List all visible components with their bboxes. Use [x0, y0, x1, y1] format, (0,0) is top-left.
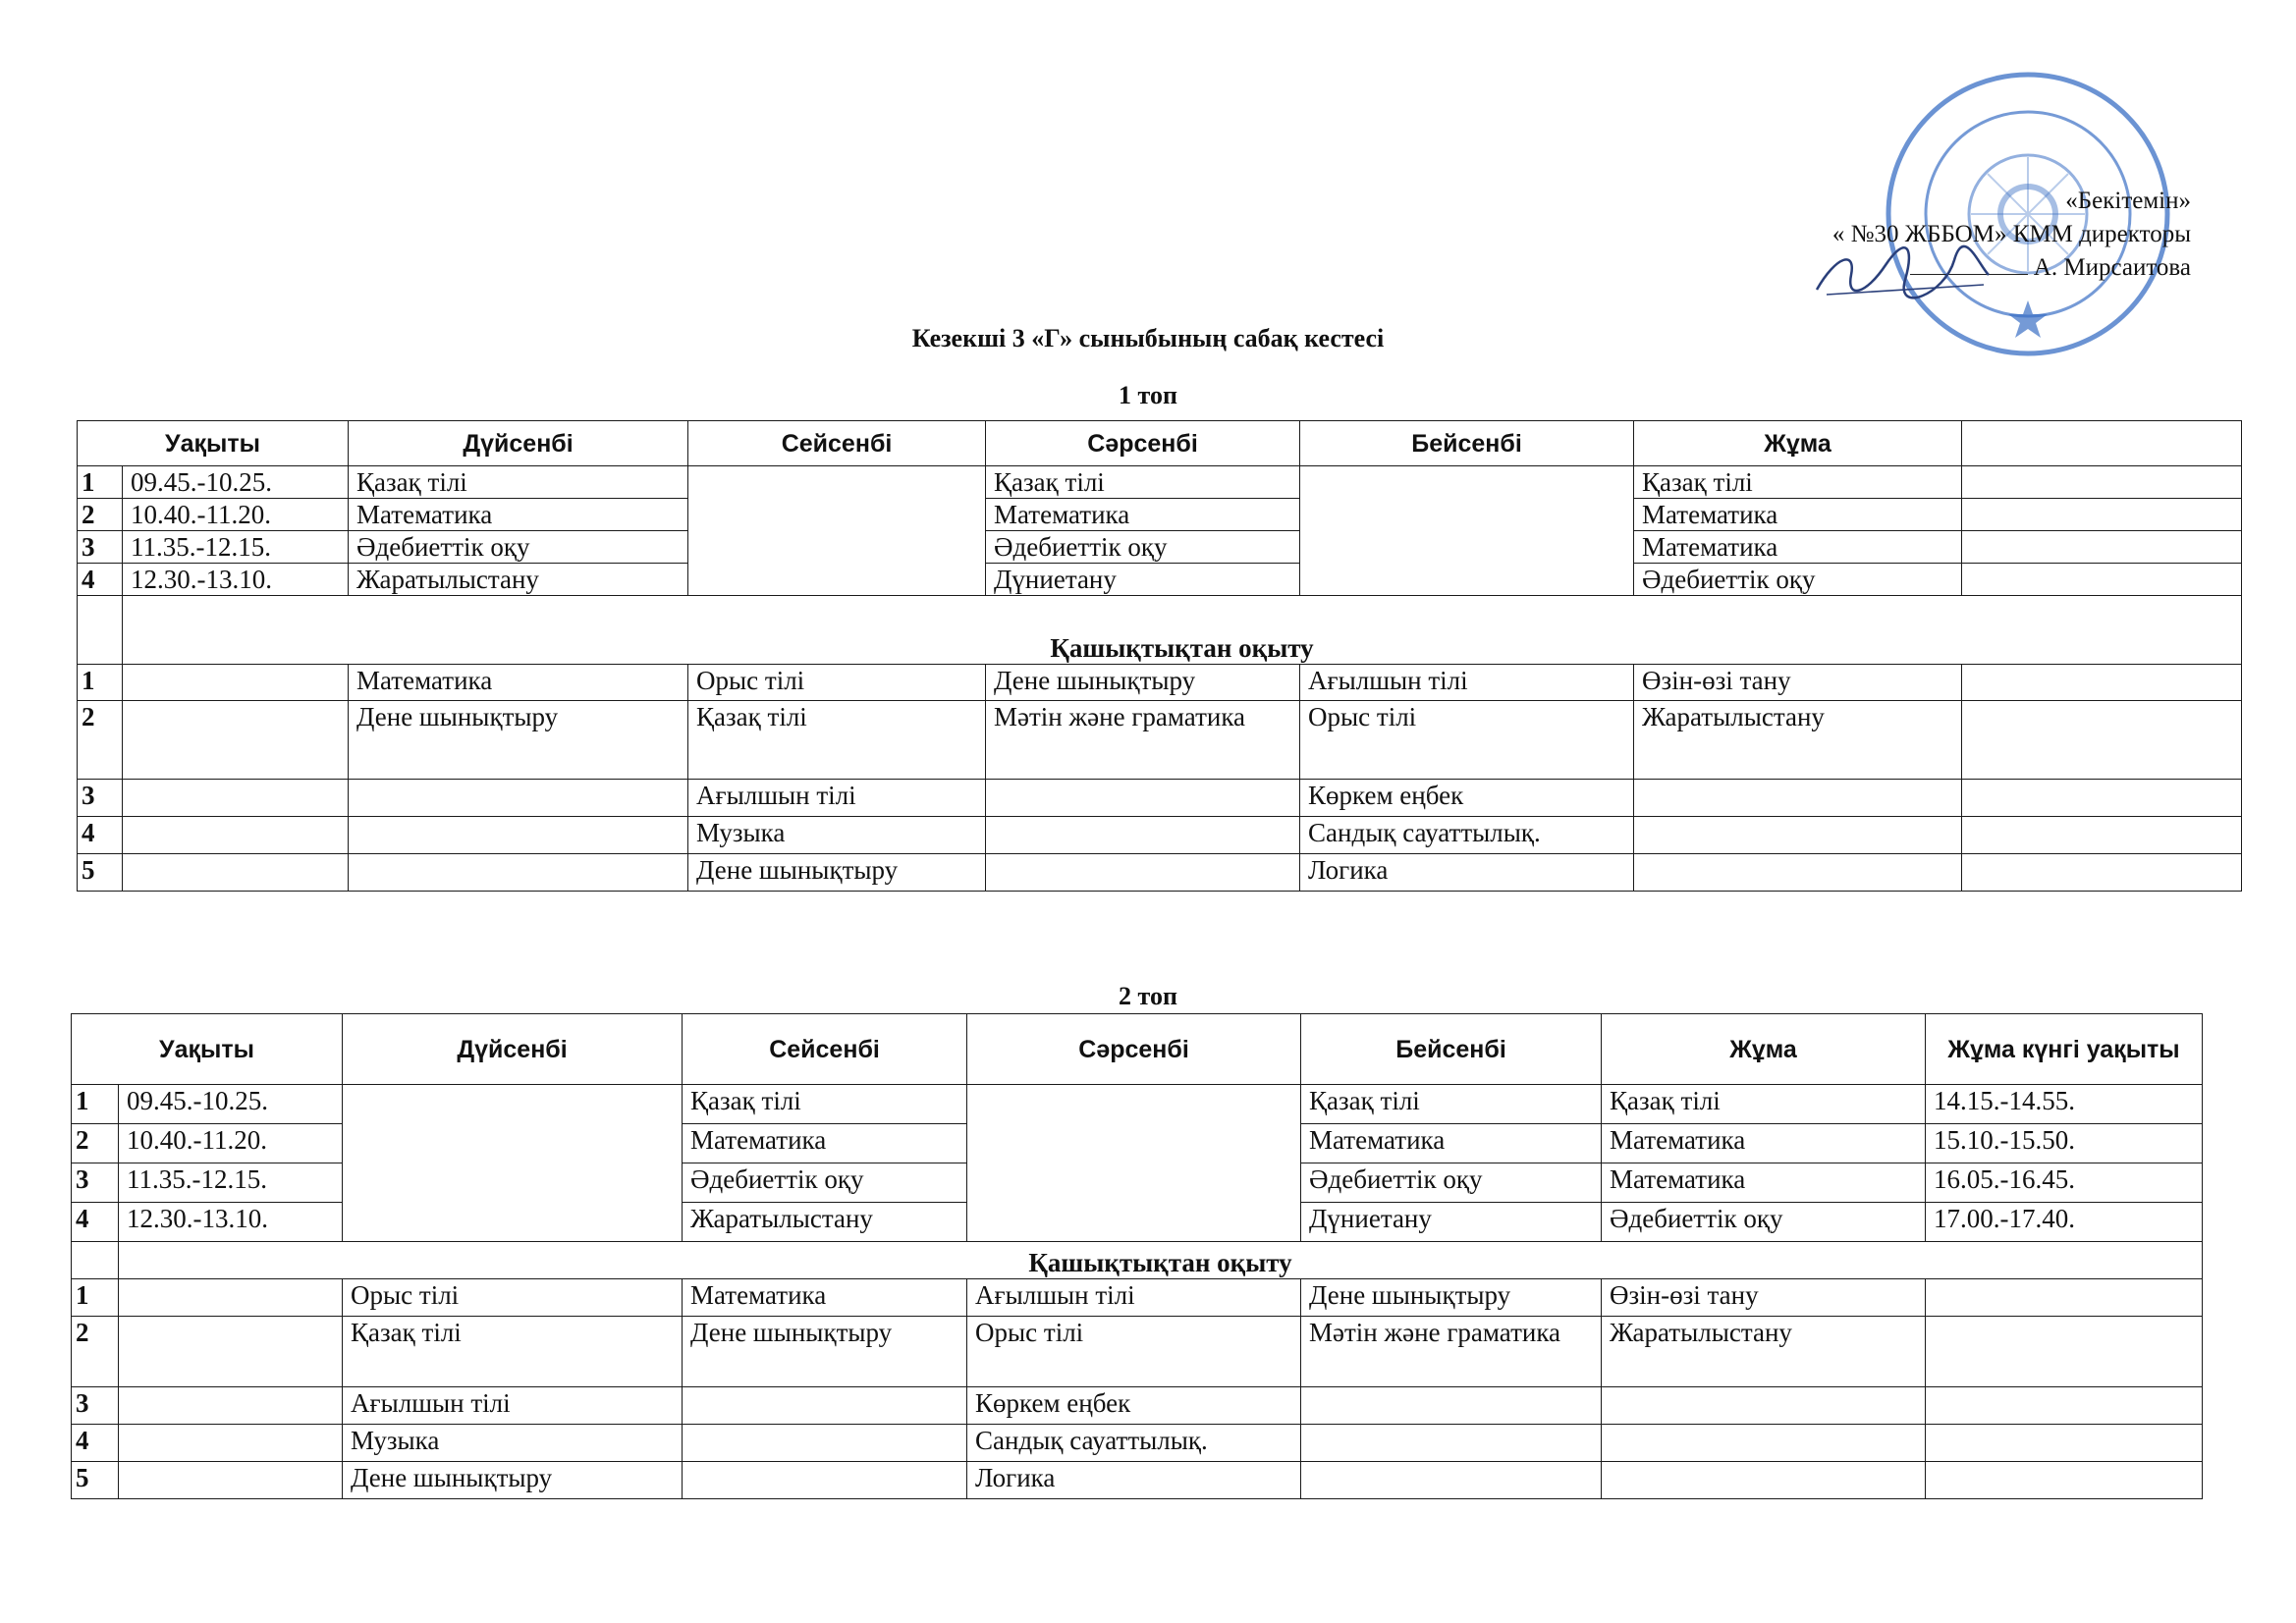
lesson-friday: Әдебиеттік оқу — [1602, 1203, 1926, 1242]
lesson-thursday — [1301, 1387, 1602, 1425]
table-row — [72, 1387, 2203, 1425]
extra-empty — [1926, 1279, 2203, 1317]
lesson-wednesday: Сандық сауаттылық. — [967, 1425, 1301, 1462]
extra-empty — [1962, 780, 2242, 817]
table-row — [72, 1425, 2203, 1462]
table-row — [72, 1317, 2203, 1387]
extra-empty — [1962, 701, 2242, 780]
lesson-time: 11.35.-12.15. — [119, 1163, 343, 1203]
lesson-wednesday: Дене шынықтыру — [986, 665, 1300, 701]
lesson-monday: Математика — [349, 665, 688, 701]
lesson-time: 10.40.-11.20. — [119, 1124, 343, 1163]
col-header-friday: Жұма — [1634, 421, 1962, 466]
lesson-monday: Музыка — [343, 1425, 683, 1462]
lesson-wednesday: Логика — [967, 1462, 1301, 1499]
row-number: 2 — [72, 1317, 119, 1387]
row-number: 1 — [78, 665, 123, 701]
col-header-thursday: Бейсенбі — [1300, 421, 1634, 466]
lesson-wednesday: Дүниетану — [986, 564, 1300, 596]
table-row — [78, 564, 2242, 596]
extra-empty — [1926, 1317, 2203, 1387]
group2-title: 2 топ — [1119, 982, 1177, 1010]
row-number: 3 — [78, 531, 123, 564]
row-number: 1 — [72, 1085, 119, 1124]
lesson-wednesday — [986, 780, 1300, 817]
col-header-thursday: Бейсенбі — [1301, 1014, 1602, 1085]
row-number: 2 — [78, 499, 123, 531]
signature-icon — [1807, 236, 1994, 304]
lesson-thursday: Математика — [1301, 1124, 1602, 1163]
lesson-monday: Математика — [349, 499, 688, 531]
friday-lesson-time: 14.15.-14.55. — [1926, 1085, 2203, 1124]
friday-lesson-time: 17.00.-17.40. — [1926, 1203, 2203, 1242]
row-number: 5 — [72, 1462, 119, 1499]
extra-empty — [1962, 665, 2242, 701]
lesson-thursday: Орыс тілі — [1300, 701, 1634, 780]
table-row — [78, 531, 2242, 564]
lesson-monday — [349, 854, 688, 892]
col-header-monday: Дүйсенбі — [343, 1014, 683, 1085]
lesson-time-empty — [119, 1279, 343, 1317]
document-title: Кезекші 3 «Г» сыныбының сабақ кестесі — [911, 324, 1385, 352]
row-number: 1 — [72, 1279, 119, 1317]
lesson-wednesday-empty — [967, 1085, 1301, 1242]
lesson-tuesday: Математика — [683, 1124, 967, 1163]
lesson-friday: Қазақ тілі — [1634, 466, 1962, 499]
col-header-wednesday: Сәрсенбі — [967, 1014, 1301, 1085]
lesson-monday: Қазақ тілі — [349, 466, 688, 499]
director-name: А. Мирсаитова — [2033, 254, 2191, 281]
extra-empty — [1962, 817, 2242, 854]
group1-header-row — [78, 421, 2242, 466]
section-row-number-empty — [72, 1242, 119, 1279]
approval-heading: «Бекітемін» — [2065, 188, 2191, 214]
row-number: 4 — [72, 1425, 119, 1462]
lesson-monday-empty — [343, 1085, 683, 1242]
lesson-tuesday: Математика — [683, 1279, 967, 1317]
lesson-time-empty — [119, 1317, 343, 1387]
lesson-friday — [1634, 780, 1962, 817]
lesson-time-empty — [123, 780, 349, 817]
lesson-time-empty — [123, 701, 349, 780]
lesson-monday: Жаратылыстану — [349, 564, 688, 596]
extra-empty — [1962, 466, 2242, 499]
extra-empty — [1962, 854, 2242, 892]
table-row — [78, 701, 2242, 780]
extra-empty — [1926, 1462, 2203, 1499]
lesson-friday: Қазақ тілі — [1602, 1085, 1926, 1124]
lesson-monday: Қазақ тілі — [343, 1317, 683, 1387]
row-number: 5 — [78, 854, 123, 892]
table-row — [78, 780, 2242, 817]
lesson-tuesday: Қазақ тілі — [683, 1085, 967, 1124]
table-row — [78, 499, 2242, 531]
group1-title: 1 топ — [1119, 381, 1177, 409]
lesson-wednesday: Мәтін және граматика — [986, 701, 1300, 780]
extra-empty — [1926, 1387, 2203, 1425]
row-number: 3 — [72, 1163, 119, 1203]
table-row — [78, 466, 2242, 499]
lesson-monday: Ағылшын тілі — [343, 1387, 683, 1425]
lesson-tuesday: Орыс тілі — [688, 665, 986, 701]
lesson-wednesday — [986, 854, 1300, 892]
table-row — [72, 1085, 2203, 1124]
lesson-friday — [1634, 817, 1962, 854]
distance-learning-title: Қашықтықтан оқыту — [119, 1242, 2203, 1279]
table-row — [72, 1462, 2203, 1499]
col-header-tuesday: Сейсенбі — [688, 421, 986, 466]
row-number: 3 — [72, 1387, 119, 1425]
row-number: 1 — [78, 466, 123, 499]
lesson-tuesday: Музыка — [688, 817, 986, 854]
friday-lesson-time: 15.10.-15.50. — [1926, 1124, 2203, 1163]
lesson-thursday: Ағылшын тілі — [1300, 665, 1634, 701]
col-header-time: Уақыты — [72, 1014, 343, 1085]
col-header-friday: Жұма — [1602, 1014, 1926, 1085]
lesson-thursday: Логика — [1300, 854, 1634, 892]
distance-learning-title: Қашықтықтан оқыту — [123, 596, 2242, 665]
row-number: 4 — [72, 1203, 119, 1242]
lesson-wednesday: Қазақ тілі — [986, 466, 1300, 499]
lesson-tuesday-empty — [688, 466, 986, 596]
col-header-time: Уақыты — [78, 421, 349, 466]
lesson-tuesday: Жаратылыстану — [683, 1203, 967, 1242]
lesson-tuesday: Әдебиеттік оқу — [683, 1163, 967, 1203]
lesson-time-empty — [119, 1387, 343, 1425]
lesson-wednesday: Ағылшын тілі — [967, 1279, 1301, 1317]
lesson-tuesday: Ағылшын тілі — [688, 780, 986, 817]
extra-empty — [1962, 499, 2242, 531]
lesson-time: 09.45.-10.25. — [123, 466, 349, 499]
lesson-thursday: Сандық сауаттылық. — [1300, 817, 1634, 854]
lesson-monday: Орыс тілі — [343, 1279, 683, 1317]
section-row — [78, 596, 2242, 665]
lesson-tuesday: Дене шынықтыру — [688, 854, 986, 892]
group2-header-row — [72, 1014, 2203, 1085]
row-number: 4 — [78, 564, 123, 596]
lesson-tuesday — [683, 1462, 967, 1499]
extra-empty — [1926, 1425, 2203, 1462]
col-header-tuesday: Сейсенбі — [683, 1014, 967, 1085]
lesson-time-empty — [119, 1462, 343, 1499]
col-header-extra — [1962, 421, 2242, 466]
lesson-tuesday — [683, 1425, 967, 1462]
section-row — [72, 1242, 2203, 1279]
lesson-time-empty — [119, 1425, 343, 1462]
lesson-wednesday: Әдебиеттік оқу — [986, 531, 1300, 564]
lesson-friday — [1602, 1425, 1926, 1462]
friday-lesson-time: 16.05.-16.45. — [1926, 1163, 2203, 1203]
lesson-monday: Дене шынықтыру — [343, 1462, 683, 1499]
lesson-time-empty — [123, 665, 349, 701]
lesson-time: 11.35.-12.15. — [123, 531, 349, 564]
lesson-thursday: Әдебиеттік оқу — [1301, 1163, 1602, 1203]
col-header-monday: Дүйсенбі — [349, 421, 688, 466]
lesson-friday: Математика — [1634, 531, 1962, 564]
lesson-thursday: Қазақ тілі — [1301, 1085, 1602, 1124]
lesson-time-empty — [123, 854, 349, 892]
row-number: 2 — [78, 701, 123, 780]
col-header-friday-time: Жұма күнгі уақыты — [1926, 1014, 2203, 1085]
lesson-time-empty — [123, 817, 349, 854]
lesson-friday: Математика — [1634, 499, 1962, 531]
lesson-thursday: Мәтін және граматика — [1301, 1317, 1602, 1387]
row-number: 4 — [78, 817, 123, 854]
lesson-friday: Жаратылыстану — [1602, 1317, 1926, 1387]
lesson-thursday: Дүниетану — [1301, 1203, 1602, 1242]
lesson-thursday — [1301, 1425, 1602, 1462]
lesson-thursday — [1301, 1462, 1602, 1499]
lesson-thursday: Көркем еңбек — [1300, 780, 1634, 817]
lesson-wednesday: Математика — [986, 499, 1300, 531]
lesson-tuesday: Қазақ тілі — [688, 701, 986, 780]
lesson-thursday-empty — [1300, 466, 1634, 596]
lesson-time: 12.30.-13.10. — [119, 1203, 343, 1242]
lesson-monday — [349, 817, 688, 854]
lesson-monday: Әдебиеттік оқу — [349, 531, 688, 564]
lesson-friday: Жаратылыстану — [1634, 701, 1962, 780]
lesson-friday — [1634, 854, 1962, 892]
row-number: 3 — [78, 780, 123, 817]
group1-schedule-table — [77, 420, 2242, 892]
lesson-friday — [1602, 1387, 1926, 1425]
lesson-friday: Математика — [1602, 1163, 1926, 1203]
lesson-friday — [1602, 1462, 1926, 1499]
lesson-friday: Математика — [1602, 1124, 1926, 1163]
lesson-wednesday: Көркем еңбек — [967, 1387, 1301, 1425]
lesson-time: 12.30.-13.10. — [123, 564, 349, 596]
lesson-time: 10.40.-11.20. — [123, 499, 349, 531]
table-row — [72, 1279, 2203, 1317]
section-row-number-empty — [78, 596, 123, 665]
approval-position: « №30 ЖББОМ» КММ директоры — [1831, 221, 2191, 247]
extra-empty — [1962, 531, 2242, 564]
lesson-tuesday: Дене шынықтыру — [683, 1317, 967, 1387]
extra-empty — [1962, 564, 2242, 596]
table-row — [78, 817, 2242, 854]
lesson-monday — [349, 780, 688, 817]
lesson-tuesday — [683, 1387, 967, 1425]
lesson-wednesday: Орыс тілі — [967, 1317, 1301, 1387]
group2-schedule-table — [71, 1013, 2203, 1499]
table-row — [78, 665, 2242, 701]
lesson-thursday: Дене шынықтыру — [1301, 1279, 1602, 1317]
lesson-monday: Дене шынықтыру — [349, 701, 688, 780]
lesson-time: 09.45.-10.25. — [119, 1085, 343, 1124]
row-number: 2 — [72, 1124, 119, 1163]
lesson-wednesday — [986, 817, 1300, 854]
lesson-friday: Әдебиеттік оқу — [1634, 564, 1962, 596]
table-row — [78, 854, 2242, 892]
lesson-friday: Өзін-өзі тану — [1602, 1279, 1926, 1317]
col-header-wednesday: Сәрсенбі — [986, 421, 1300, 466]
lesson-friday: Өзін-өзі тану — [1634, 665, 1962, 701]
